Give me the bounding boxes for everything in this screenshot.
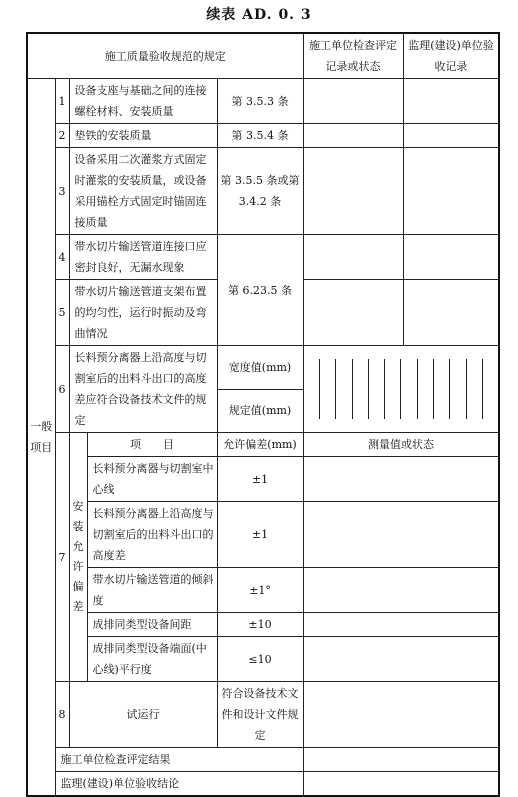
table-row: [27, 124, 499, 148]
row-number: 7: [55, 433, 69, 682]
row-number: 5: [55, 280, 69, 346]
row-number: 6: [55, 346, 69, 433]
deviation-item: 成排同类型设备端面(中心线)平行度: [87, 637, 217, 682]
deviation-tolerance: ±1: [217, 502, 303, 568]
supervise-cell[interactable]: [403, 124, 499, 148]
deviation-item: 带水切片输送管道的倾斜度: [87, 568, 217, 613]
inspect-cell[interactable]: [303, 124, 403, 148]
deviation-item-header: 项 目: [87, 433, 217, 457]
deviation-measure-cell[interactable]: [303, 613, 499, 637]
table-row: [27, 637, 499, 682]
deviation-item: 长料预分离器上沿高度与切割室后的出料斗出口的高度差: [87, 502, 217, 568]
deviation-measure-cell[interactable]: [303, 502, 499, 568]
table-row: [27, 148, 499, 235]
item-description: 垫铁的安装质量: [69, 124, 217, 148]
header-supervise: 监理(建设)单位验收记录: [403, 33, 499, 79]
table-row: [27, 433, 499, 457]
supervision-conclusion-field[interactable]: [303, 772, 499, 797]
supervise-cell[interactable]: [403, 79, 499, 124]
trial-run-requirement: 符合设备技术文件和设计文件规定: [217, 682, 303, 748]
row-number: 1: [55, 79, 69, 124]
measurement-grid[interactable]: [303, 346, 499, 433]
deviation-measure-cell[interactable]: [303, 457, 499, 502]
category-label: 一般项目: [27, 79, 55, 797]
table-row: [27, 79, 499, 124]
page-title: 续表 AD. 0. 3: [206, 7, 312, 23]
table-row: [27, 772, 499, 797]
supervise-cell[interactable]: [403, 280, 499, 346]
width-value-label: 宽度值(mm): [217, 346, 303, 390]
row-number: 8: [55, 682, 69, 748]
deviation-measure-header: 测量值或状态: [303, 433, 499, 457]
inspect-cell[interactable]: [303, 148, 403, 235]
table-row: [27, 613, 499, 637]
row-number: 2: [55, 124, 69, 148]
deviation-tolerance: ≤10: [217, 637, 303, 682]
header-inspect: 施工单位检查评定记录或状态: [303, 33, 403, 79]
table-row: [27, 748, 499, 772]
header-row: [27, 33, 499, 79]
inspect-cell[interactable]: [303, 280, 403, 346]
inspect-cell[interactable]: [303, 235, 403, 280]
header-spec: 施工质量验收规范的规定: [27, 33, 303, 79]
construction-result-field[interactable]: [303, 748, 499, 772]
deviation-tolerance: ±10: [217, 613, 303, 637]
deviation-measure-cell[interactable]: [303, 637, 499, 682]
supervise-cell[interactable]: [403, 235, 499, 280]
table-row: [27, 502, 499, 568]
deviation-tolerance-header: 允许偏差(mm): [217, 433, 303, 457]
item-description: 带水切片输送管道支架布置的均匀性，运行时振动及弯曲情况: [69, 280, 217, 346]
item-clause: 第 6.23.5 条: [217, 235, 303, 346]
spec-value-label: 规定值(mm): [217, 389, 303, 433]
deviation-measure-cell[interactable]: [303, 568, 499, 613]
deviation-item: 成排同类型设备间距: [87, 613, 217, 637]
item-description: 设备采用二次灌浆方式固定时灌浆的安装质量，或设备采用锚栓方式固定时锚固连接质量: [69, 148, 217, 235]
supervise-cell[interactable]: [403, 148, 499, 235]
row-number: 3: [55, 148, 69, 235]
table-row: [27, 346, 499, 390]
deviation-group-label: 安装允许偏差: [69, 433, 87, 682]
measurement-cells[interactable]: [304, 359, 499, 419]
trial-run-label: 试运行: [69, 682, 217, 748]
item-description: 长料预分离器上沿高度与切割室后的出料斗出口的高度差应符合设备技术文件的规定: [69, 346, 217, 433]
table-row: [27, 568, 499, 613]
supervision-conclusion-label: 监理(建设)单位验收结论: [55, 772, 303, 797]
trial-run-record[interactable]: [303, 682, 499, 748]
deviation-tolerance: ±1°: [217, 568, 303, 613]
item-description: 设备支座与基础之间的连接螺栓材料、安装质量: [69, 79, 217, 124]
inspection-table: [26, 32, 500, 797]
construction-result-label: 施工单位检查评定结果: [55, 748, 303, 772]
item-clause: 第 3.5.5 条或第 3.4.2 条: [217, 148, 303, 235]
deviation-tolerance: ±1: [217, 457, 303, 502]
item-clause: 第 3.5.3 条: [217, 79, 303, 124]
deviation-item: 长料预分离器与切割室中心线: [87, 457, 217, 502]
item-description: 带水切片输送管道连接口应密封良好，无漏水现象: [69, 235, 217, 280]
table-row: [27, 457, 499, 502]
item-clause: 第 3.5.4 条: [217, 124, 303, 148]
inspect-cell[interactable]: [303, 79, 403, 124]
table-row: [27, 235, 499, 280]
table-row: [27, 682, 499, 748]
row-number: 4: [55, 235, 69, 280]
